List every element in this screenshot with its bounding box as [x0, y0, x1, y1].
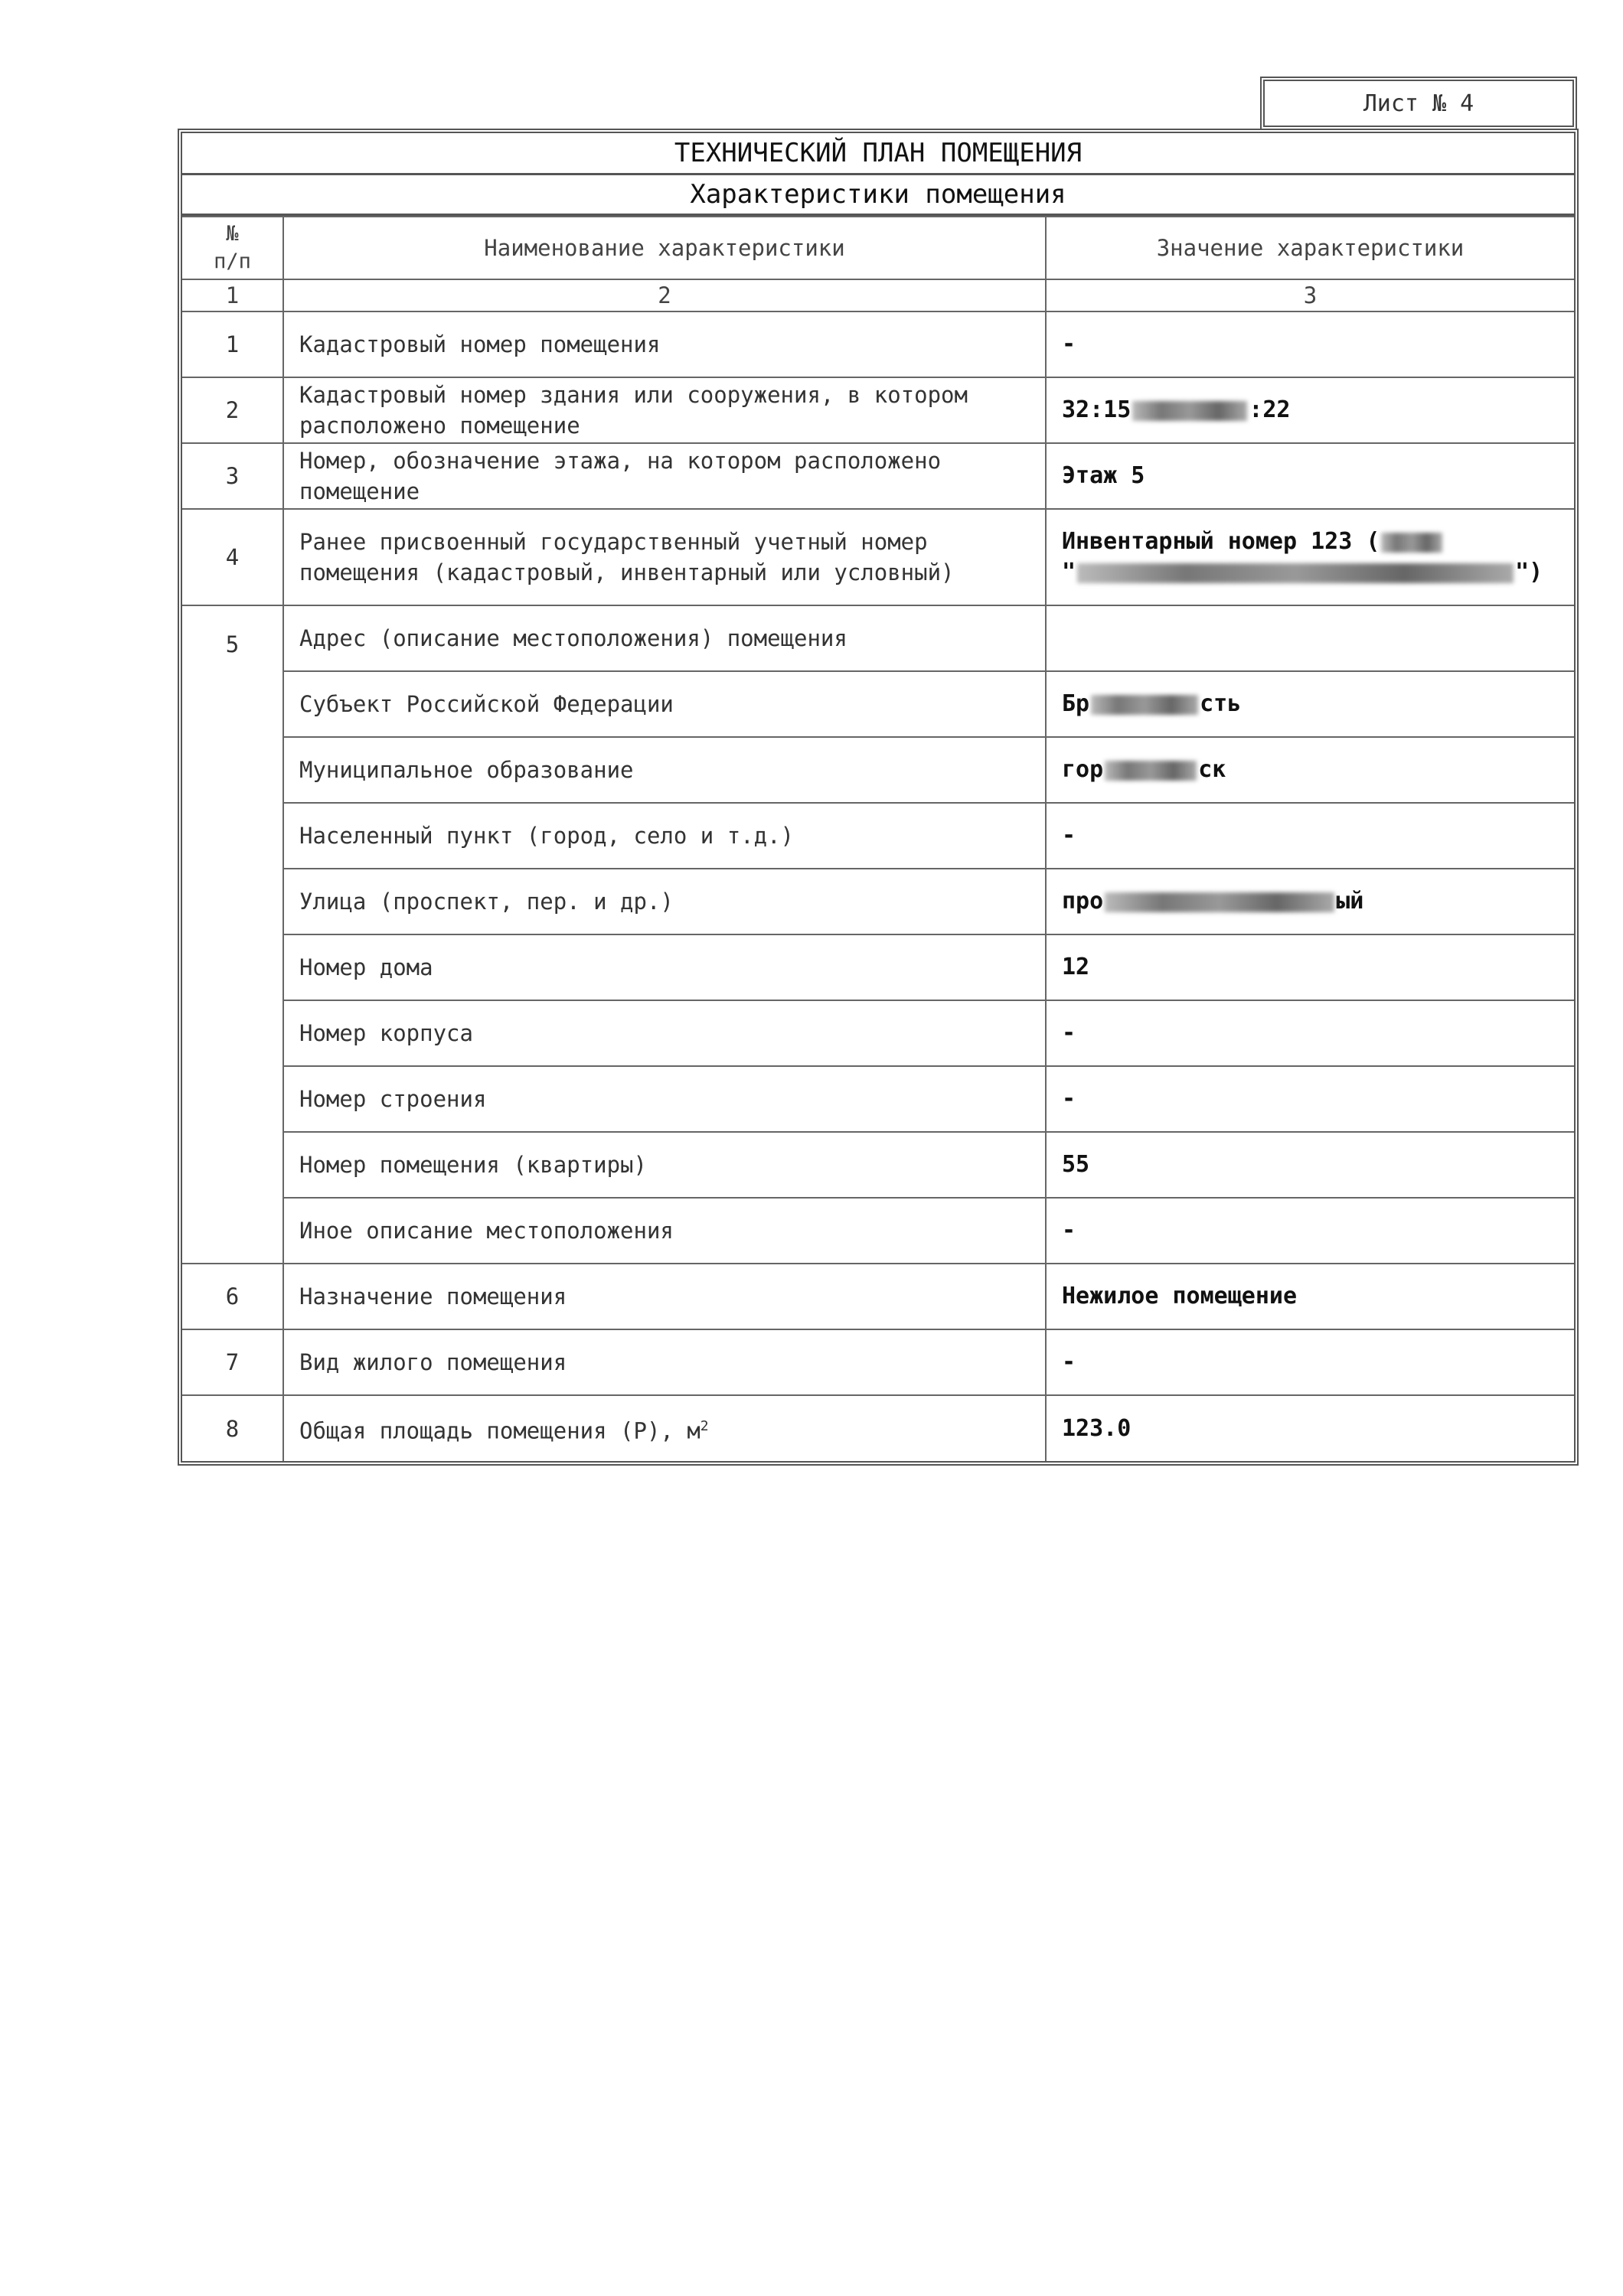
table-row: [182, 1395, 1574, 1461]
header-value: Значение характеристики: [1046, 217, 1574, 279]
value-line2-prefix: ": [1062, 559, 1076, 585]
address-row: [182, 1066, 1574, 1132]
redacted-mark: [1381, 533, 1442, 553]
column-number-row: [182, 279, 1574, 311]
characteristics-table: [182, 216, 1574, 1461]
redacted-mark: [1091, 695, 1198, 715]
address-name: Номер дома: [283, 934, 1046, 1000]
row-number: 1: [182, 311, 283, 377]
address-row: [182, 1000, 1574, 1066]
redacted-mark: [1105, 892, 1334, 912]
table-row: [182, 443, 1574, 509]
row-number: 2: [182, 377, 283, 443]
header-name: Наименование характеристики: [283, 217, 1046, 279]
row-number: 7: [182, 1329, 283, 1395]
address-name: Номер строения: [283, 1066, 1046, 1132]
address-name: Номер помещения (квартиры): [283, 1132, 1046, 1198]
address-value: -: [1046, 1000, 1574, 1066]
unit-superscript: 2: [700, 1417, 709, 1434]
row-number: 3: [182, 443, 283, 509]
address-row: [182, 1198, 1574, 1264]
document-frame: [178, 129, 1579, 1466]
row-name: Кадастровый номер помещения: [283, 311, 1046, 377]
address-row: [182, 1132, 1574, 1198]
value-suffix: ый: [1336, 888, 1364, 915]
row-name: Ранее присвоенный государственный учетный номер помещения (кадастровый, инвентарный или условный): [283, 509, 1046, 605]
table-row: [182, 377, 1574, 443]
table-row: [182, 311, 1574, 377]
address-row: [182, 671, 1574, 737]
row-number: 8: [182, 1395, 283, 1461]
table-row: [182, 605, 1574, 671]
row-number: 6: [182, 1264, 283, 1329]
value-prefix: Бр: [1062, 690, 1090, 717]
row-name: Назначение помещения: [283, 1264, 1046, 1329]
address-name: Иное описание местоположения: [283, 1198, 1046, 1264]
address-value: -: [1046, 1198, 1574, 1264]
row-name: Кадастровый номер здания или сооружения, в котором расположено помещение: [283, 377, 1046, 443]
address-value: 55: [1046, 1132, 1574, 1198]
row-value: Нежилое помещение: [1046, 1264, 1574, 1329]
area-label: Общая площадь помещения (Р), м: [299, 1417, 700, 1444]
address-value: 12: [1046, 934, 1574, 1000]
value-prefix: 32:15: [1062, 396, 1132, 423]
address-value: [1046, 869, 1574, 934]
address-row: [182, 737, 1574, 803]
row-value: [1046, 377, 1574, 443]
sheet-number: [1260, 77, 1577, 130]
address-value: [1046, 671, 1574, 737]
document-title: ТЕХНИЧЕСКИЙ ПЛАН ПОМЕЩЕНИЯ: [182, 133, 1574, 175]
address-name: Субъект Российской Федерации: [283, 671, 1046, 737]
row-number: 5: [182, 605, 283, 1264]
address-row: [182, 869, 1574, 934]
address-value: -: [1046, 1066, 1574, 1132]
redacted-mark: [1132, 401, 1247, 421]
redacted-mark: [1077, 563, 1514, 583]
value-prefix: про: [1062, 888, 1104, 915]
address-row: [182, 934, 1574, 1000]
row-value: [1046, 605, 1574, 671]
row-name: [283, 1395, 1046, 1461]
row-value: -: [1046, 1329, 1574, 1395]
column-number: 2: [283, 279, 1046, 311]
address-value: -: [1046, 803, 1574, 869]
address-value: [1046, 737, 1574, 803]
address-row: [182, 803, 1574, 869]
row-name: Адрес (описание местоположения) помещения: [283, 605, 1046, 671]
value-prefix: Инвентарный номер 123 (: [1062, 528, 1380, 555]
address-name: Населенный пункт (город, село и т.д.): [283, 803, 1046, 869]
row-value: 123.0: [1046, 1395, 1574, 1461]
sheet-number-label: Лист № 4: [1363, 90, 1474, 117]
redacted-mark: [1105, 761, 1197, 781]
row-value: Этаж 5: [1046, 443, 1574, 509]
table-header-row: [182, 217, 1574, 279]
address-name: Улица (проспект, пер. и др.): [283, 869, 1046, 934]
document-subtitle: Характеристики помещения: [182, 175, 1574, 216]
header-num: № п/п: [182, 217, 283, 279]
row-value: [1046, 509, 1574, 605]
row-name: Вид жилого помещения: [283, 1329, 1046, 1395]
value-suffix: ск: [1198, 756, 1226, 783]
row-number: 4: [182, 509, 283, 605]
column-number: 1: [182, 279, 283, 311]
value-suffix: сть: [1200, 690, 1242, 717]
table-row: [182, 1329, 1574, 1395]
value-prefix: гор: [1062, 756, 1104, 783]
value-suffix: :22: [1249, 396, 1291, 423]
value-suffix: "): [1515, 559, 1543, 585]
column-number: 3: [1046, 279, 1574, 311]
row-value: -: [1046, 311, 1574, 377]
address-name: Муниципальное образование: [283, 737, 1046, 803]
row-name: Номер, обозначение этажа, на котором расположено помещение: [283, 443, 1046, 509]
address-name: Номер корпуса: [283, 1000, 1046, 1066]
table-row: [182, 1264, 1574, 1329]
table-row: [182, 509, 1574, 605]
